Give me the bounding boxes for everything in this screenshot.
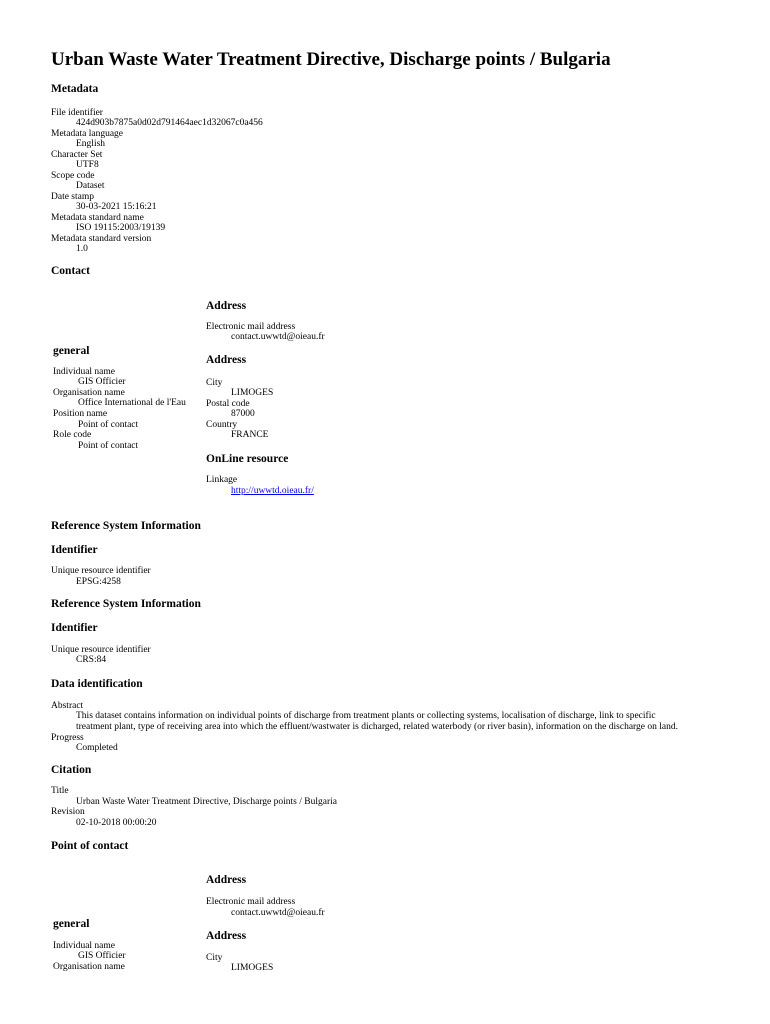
progress-label: Progress [51,733,84,743]
unique-resource-id-value-1: EPSG:4258 [76,577,121,587]
scope-code-label: Scope code [51,171,95,181]
character-set-label: Character Set [51,150,103,160]
position-name-label: Position name [53,409,108,419]
file-identifier-label: File identifier [51,108,103,118]
date-stamp-label: Date stamp [51,192,95,202]
standard-name-value: ISO 19115:2003/19139 [76,223,166,233]
role-code-value: Point of contact [78,441,139,451]
contact-heading: Contact [51,265,90,277]
poc-city-value: LIMOGES [231,963,274,973]
date-stamp-value: 30-03-2021 15:16:21 [76,202,157,212]
poc-address2-heading: Address [206,930,247,942]
contact-email-value: contact.uwwtd@oieau.fr [231,332,325,342]
postal-code-label: Postal code [206,399,250,409]
point-of-contact-heading: Point of contact [51,840,129,852]
file-identifier-value: 424d903b7875a0d02d791464aec1d32067c0a456 [76,118,263,128]
poc-city-label: City [206,953,223,963]
standard-version-label: Metadata standard version [51,234,152,244]
online-resource-heading: OnLine resource [206,453,289,465]
individual-name-label: Individual name [53,367,115,377]
position-name-value: Point of contact [78,420,139,430]
contact-address2-heading: Address [206,354,247,366]
unique-resource-id-value-2: CRS:84 [76,655,107,665]
role-code-label: Role code [53,430,92,440]
country-value: FRANCE [231,430,269,440]
citation-title-value: Urban Waste Water Treatment Directive, Discharge points / Bulgaria [76,797,337,807]
revision-label: Revision [51,807,85,817]
ref-system-heading-2: Reference System Information [51,598,201,610]
revision-value: 02-10-2018 00:00:20 [76,818,157,828]
poc-email-value: contact.uwwtd@oieau.fr [231,908,325,918]
identifier-heading-1: Identifier [51,544,98,556]
poc-email-label: Electronic mail address [206,897,296,907]
poc-general-heading: general [53,918,90,930]
unique-resource-id-label-1: Unique resource identifier [51,566,151,576]
metadata-heading: Metadata [51,83,99,95]
city-label: City [206,378,223,388]
unique-resource-id-label-2: Unique resource identifier [51,645,151,655]
organisation-name-value: Office International de l'Eau [78,398,186,408]
identifier-heading-2: Identifier [51,622,98,634]
character-set-value: UTF8 [76,160,99,170]
postal-code-value: 87000 [231,409,255,419]
standard-name-label: Metadata standard name [51,213,144,223]
individual-name-value: GIS Officier [78,377,126,387]
standard-version-value: 1.0 [76,244,88,254]
metadata-language-value: English [76,139,106,149]
contact-address-heading: Address [206,300,247,312]
linkage-link[interactable]: http://uwwtd.oieau.fr/ [231,486,314,496]
poc-address-heading: Address [206,874,247,886]
poc-individual-name-label: Individual name [53,941,115,951]
page-title: Urban Waste Water Treatment Directive, Discharge points / Bulgaria [51,49,611,70]
country-label: Country [206,420,238,430]
metadata-language-label: Metadata language [51,129,124,139]
contact-email-label: Electronic mail address [206,322,296,332]
data-identification-heading: Data identification [51,678,143,690]
city-value: LIMOGES [231,388,274,398]
scope-code-value: Dataset [76,181,105,191]
contact-general-heading: general [53,345,90,357]
citation-title-label: Title [51,786,69,796]
abstract-line-1: This dataset contains information on individual points of discharge from treatment plants or collecting systems, localisation of discharge, link to specific [76,711,656,721]
abstract-label: Abstract [51,701,84,711]
poc-organisation-name-label: Organisation name [53,962,125,972]
organisation-name-label: Organisation name [53,388,125,398]
citation-heading: Citation [51,764,92,776]
ref-system-heading-1: Reference System Information [51,520,201,532]
progress-value: Completed [76,743,118,753]
poc-individual-name-value: GIS Officier [78,951,126,961]
linkage-label: Linkage [206,475,238,485]
abstract-line-2: treatment plant, type of receiving area into which the effluent/wastwater is dicharged, related waterbody (or river basin), information on the discharge on land. [76,722,678,732]
